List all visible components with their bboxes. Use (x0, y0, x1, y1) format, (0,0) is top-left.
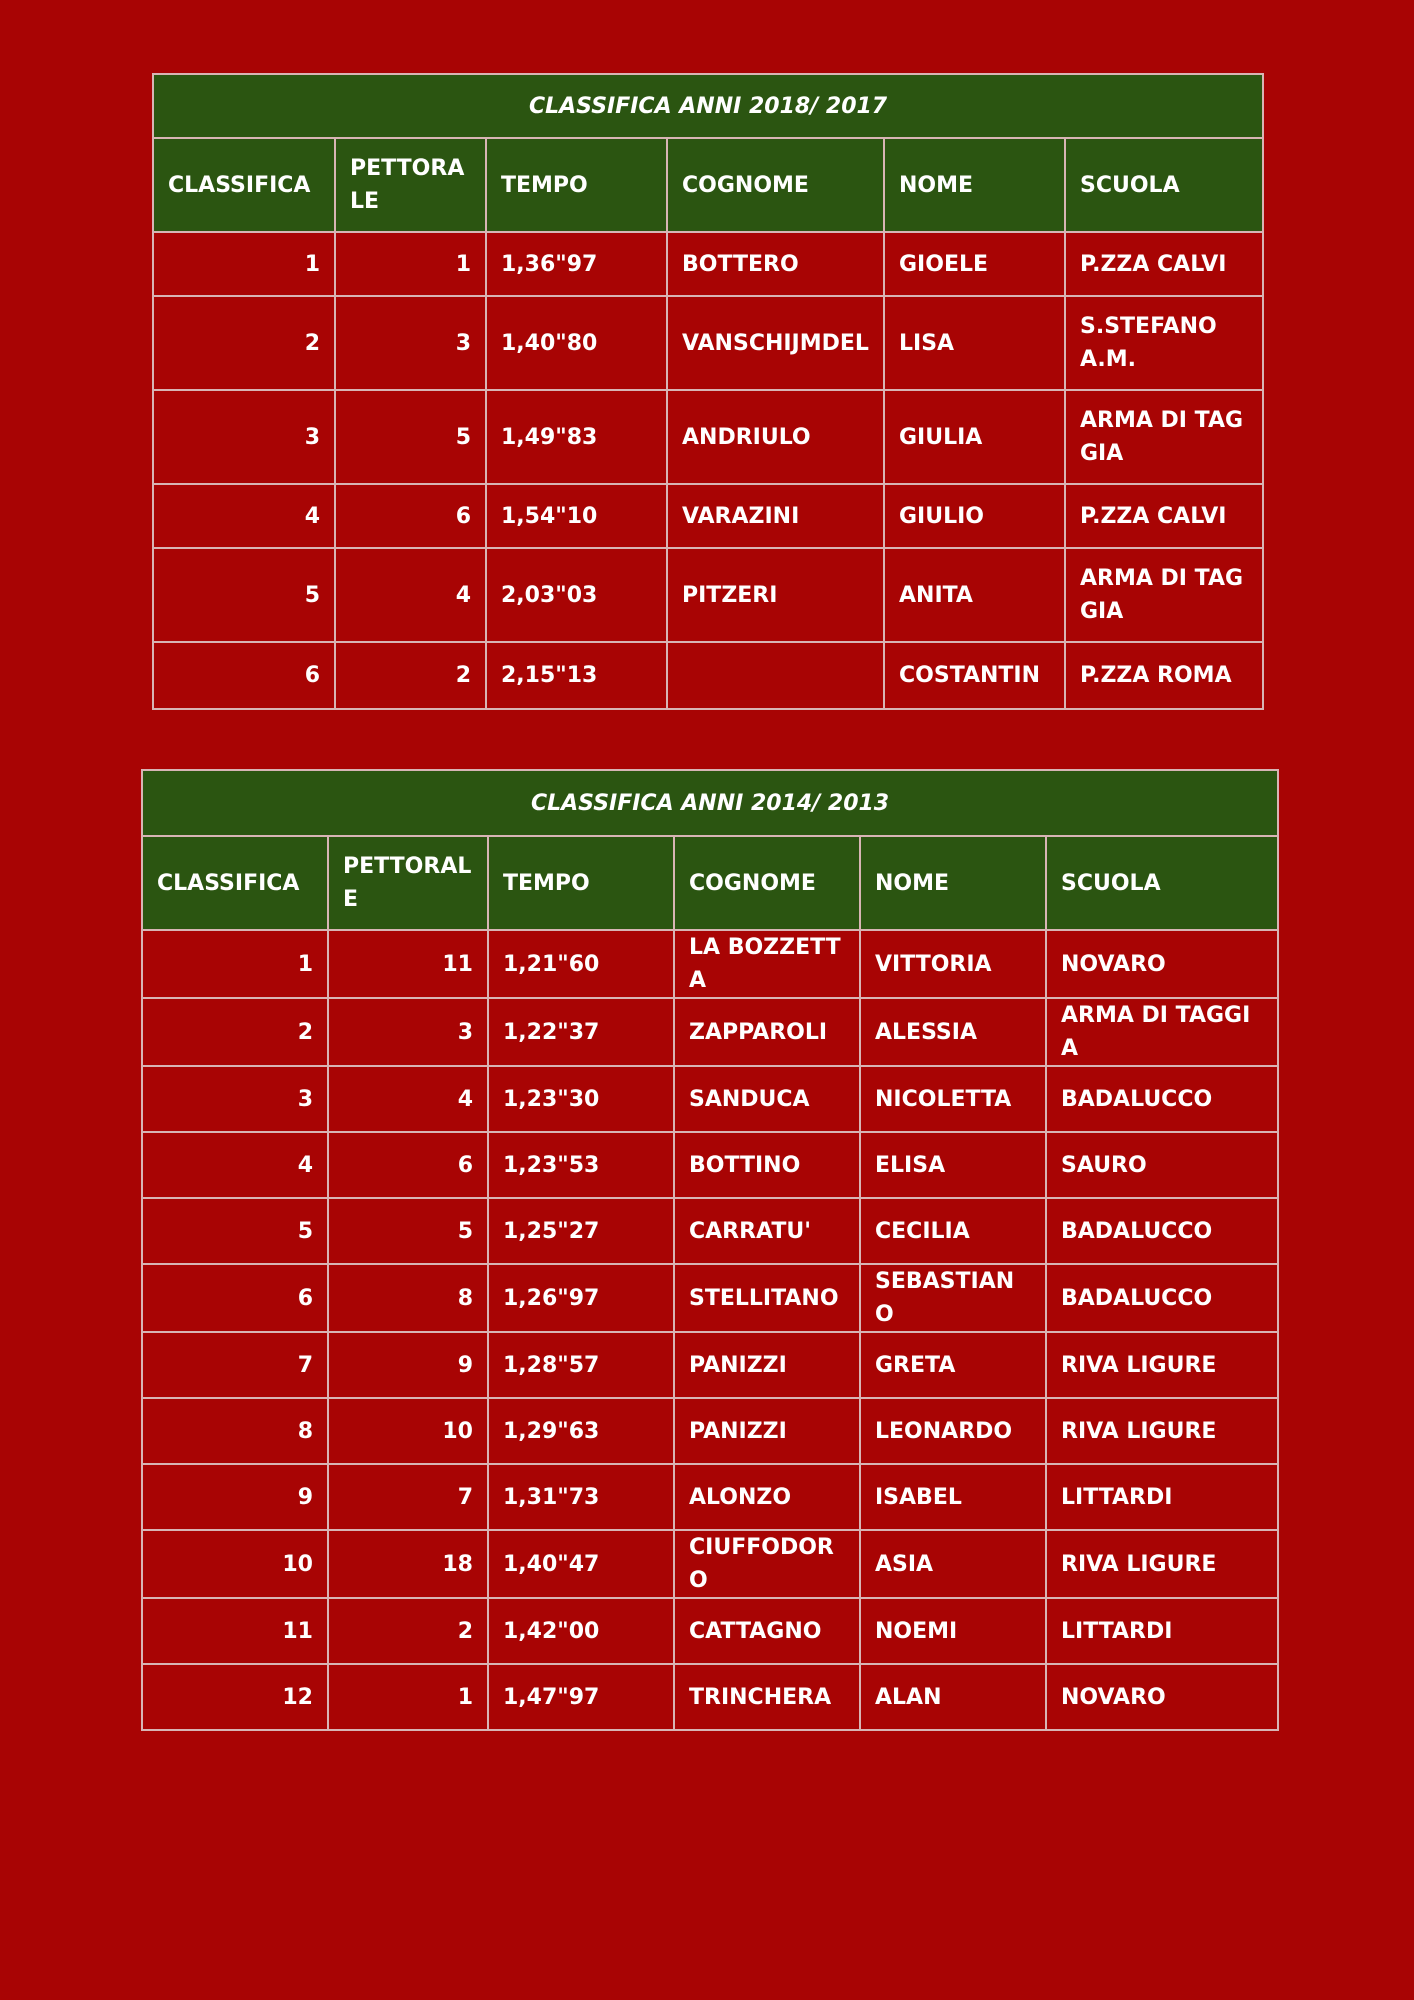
cell-scuola: LITTARDI (1046, 1464, 1278, 1530)
cell-cognome: LA BOZZETTA (674, 930, 860, 998)
cell-scuola: P.ZZA CALVI (1065, 484, 1263, 548)
table-row (153, 548, 1263, 642)
header-scuola: SCUOLA (1065, 138, 1263, 232)
header-classifica: CLASSIFICA (142, 836, 328, 930)
table-row (142, 1464, 1278, 1530)
cell-scuola: BADALUCCO (1046, 1198, 1278, 1264)
header-nome: NOME (860, 836, 1046, 930)
cell-pettorale: 8 (328, 1264, 488, 1332)
cell-cognome: ALONZO (674, 1464, 860, 1530)
cell-nome: NOEMI (860, 1598, 1046, 1664)
cell-classifica: 7 (142, 1332, 328, 1398)
cell-nome: LISA (884, 296, 1065, 390)
cell-classifica: 8 (142, 1398, 328, 1464)
cell-cognome: ANDRIULO (667, 390, 884, 484)
cell-scuola: P.ZZA ROMA (1065, 642, 1263, 709)
header-cognome: COGNOME (674, 836, 860, 930)
cell-scuola: RIVA LIGURE (1046, 1530, 1278, 1598)
cell-tempo: 1,26"97 (488, 1264, 674, 1332)
cell-tempo: 1,31"73 (488, 1464, 674, 1530)
header-pettorale: PETTORALE (335, 138, 486, 232)
cell-cognome: TRINCHERA (674, 1664, 860, 1730)
cell-tempo: 1,40"80 (486, 296, 667, 390)
header-pettorale: PETTORALE (328, 836, 488, 930)
cell-cognome (667, 642, 884, 709)
table-row (142, 1132, 1278, 1198)
cell-cognome: VANSCHIJMDEL (667, 296, 884, 390)
cell-classifica: 3 (153, 390, 335, 484)
table-title: CLASSIFICA ANNI 2018/ 2017 (153, 74, 1263, 138)
cell-cognome: STELLITANO (674, 1264, 860, 1332)
table-row (142, 1066, 1278, 1132)
cell-tempo: 1,29"63 (488, 1398, 674, 1464)
cell-cognome: PITZERI (667, 548, 884, 642)
cell-classifica: 5 (153, 548, 335, 642)
cell-nome: ALAN (860, 1664, 1046, 1730)
cell-tempo: 1,42"00 (488, 1598, 674, 1664)
cell-tempo: 2,15"13 (486, 642, 667, 709)
cell-classifica: 3 (142, 1066, 328, 1132)
cell-classifica: 11 (142, 1598, 328, 1664)
table-row (153, 232, 1263, 296)
table-row (142, 1264, 1278, 1332)
cell-pettorale: 5 (328, 1198, 488, 1264)
table-row (142, 1530, 1278, 1598)
cell-tempo: 1,21"60 (488, 930, 674, 998)
cell-pettorale: 10 (328, 1398, 488, 1464)
header-tempo: TEMPO (486, 138, 667, 232)
table-row (142, 1398, 1278, 1464)
cell-scuola: RIVA LIGURE (1046, 1398, 1278, 1464)
cell-scuola: ARMA DI TAGGIA (1065, 390, 1263, 484)
cell-classifica: 2 (153, 296, 335, 390)
cell-pettorale: 3 (335, 296, 486, 390)
cell-classifica: 4 (142, 1132, 328, 1198)
cell-tempo: 1,54"10 (486, 484, 667, 548)
cell-nome: VITTORIA (860, 930, 1046, 998)
table-row (142, 1598, 1278, 1664)
cell-pettorale: 3 (328, 998, 488, 1066)
cell-scuola: BADALUCCO (1046, 1264, 1278, 1332)
cell-nome: ALESSIA (860, 998, 1046, 1066)
cell-cognome: VARAZINI (667, 484, 884, 548)
cell-pettorale: 6 (335, 484, 486, 548)
cell-tempo: 1,28"57 (488, 1332, 674, 1398)
cell-cognome: PANIZZI (674, 1332, 860, 1398)
cell-nome: ELISA (860, 1132, 1046, 1198)
header-cognome: COGNOME (667, 138, 884, 232)
cell-pettorale: 1 (328, 1664, 488, 1730)
cell-pettorale: 18 (328, 1530, 488, 1598)
cell-classifica: 1 (142, 930, 328, 998)
cell-pettorale: 11 (328, 930, 488, 998)
cell-nome: COSTANTIN (884, 642, 1065, 709)
cell-scuola: BADALUCCO (1046, 1066, 1278, 1132)
cell-tempo: 1,49"83 (486, 390, 667, 484)
table-row (142, 998, 1278, 1066)
cell-tempo: 1,22"37 (488, 998, 674, 1066)
cell-classifica: 6 (153, 642, 335, 709)
cell-pettorale: 2 (335, 642, 486, 709)
cell-scuola: ARMA DI TAGGIA (1046, 998, 1278, 1066)
cell-nome: NICOLETTA (860, 1066, 1046, 1132)
table-row (153, 296, 1263, 390)
cell-nome: GIULIO (884, 484, 1065, 548)
table-row (153, 642, 1263, 709)
cell-nome: ISABEL (860, 1464, 1046, 1530)
cell-tempo: 1,40"47 (488, 1530, 674, 1598)
cell-nome: GRETA (860, 1332, 1046, 1398)
cell-nome: GIOELE (884, 232, 1065, 296)
cell-nome: CECILIA (860, 1198, 1046, 1264)
cell-tempo: 1,23"53 (488, 1132, 674, 1198)
cell-scuola: LITTARDI (1046, 1598, 1278, 1664)
cell-classifica: 1 (153, 232, 335, 296)
cell-cognome: CARRATU' (674, 1198, 860, 1264)
table-row (153, 484, 1263, 548)
cell-scuola: RIVA LIGURE (1046, 1332, 1278, 1398)
cell-pettorale: 7 (328, 1464, 488, 1530)
table-row (142, 930, 1278, 998)
cell-classifica: 4 (153, 484, 335, 548)
cell-scuola: SAURO (1046, 1132, 1278, 1198)
cell-scuola: NOVARO (1046, 930, 1278, 998)
cell-tempo: 1,25"27 (488, 1198, 674, 1264)
cell-classifica: 6 (142, 1264, 328, 1332)
cell-classifica: 10 (142, 1530, 328, 1598)
cell-tempo: 1,23"30 (488, 1066, 674, 1132)
table-row (142, 1332, 1278, 1398)
cell-pettorale: 2 (328, 1598, 488, 1664)
ranking-table-2014-2013 (141, 769, 1279, 1731)
cell-classifica: 12 (142, 1664, 328, 1730)
ranking-table-2018-2017 (152, 73, 1264, 710)
table-row (142, 1664, 1278, 1730)
cell-nome: ASIA (860, 1530, 1046, 1598)
table-title: CLASSIFICA ANNI 2014/ 2013 (142, 770, 1278, 836)
cell-tempo: 1,47"97 (488, 1664, 674, 1730)
cell-cognome: BOTTINO (674, 1132, 860, 1198)
cell-nome: ANITA (884, 548, 1065, 642)
cell-cognome: CATTAGNO (674, 1598, 860, 1664)
cell-nome: LEONARDO (860, 1398, 1046, 1464)
cell-tempo: 1,36"97 (486, 232, 667, 296)
header-nome: NOME (884, 138, 1065, 232)
cell-nome: SEBASTIANO (860, 1264, 1046, 1332)
cell-scuola: P.ZZA CALVI (1065, 232, 1263, 296)
header-classifica: CLASSIFICA (153, 138, 335, 232)
cell-pettorale: 1 (335, 232, 486, 296)
cell-cognome: ZAPPAROLI (674, 998, 860, 1066)
cell-cognome: SANDUCA (674, 1066, 860, 1132)
cell-nome: GIULIA (884, 390, 1065, 484)
cell-pettorale: 6 (328, 1132, 488, 1198)
cell-cognome: PANIZZI (674, 1398, 860, 1464)
cell-tempo: 2,03"03 (486, 548, 667, 642)
cell-pettorale: 4 (335, 548, 486, 642)
cell-cognome: CIUFFODORO (674, 1530, 860, 1598)
cell-pettorale: 9 (328, 1332, 488, 1398)
header-scuola: SCUOLA (1046, 836, 1278, 930)
cell-cognome: BOTTERO (667, 232, 884, 296)
cell-scuola: NOVARO (1046, 1664, 1278, 1730)
table-row (142, 1198, 1278, 1264)
header-tempo: TEMPO (488, 836, 674, 930)
cell-scuola: ARMA DI TAGGIA (1065, 548, 1263, 642)
table-row (153, 390, 1263, 484)
cell-pettorale: 5 (335, 390, 486, 484)
cell-classifica: 2 (142, 998, 328, 1066)
cell-classifica: 9 (142, 1464, 328, 1530)
cell-scuola: S.STEFANO A.M. (1065, 296, 1263, 390)
cell-classifica: 5 (142, 1198, 328, 1264)
cell-pettorale: 4 (328, 1066, 488, 1132)
